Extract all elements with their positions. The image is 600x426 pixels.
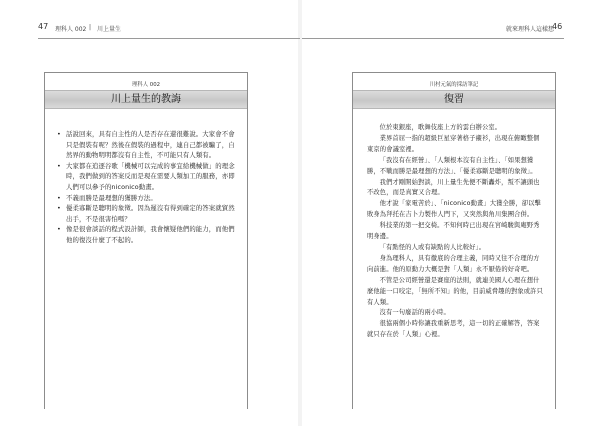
page-gutter <box>298 0 302 426</box>
note-paragraph: 身為理科人，具有徹底的合理主義，同時又往不合理的方向前進。他的原動力大概是對「人類」永不厭倦的好奇吧。 <box>367 254 540 273</box>
bullet-icon: • <box>57 225 61 234</box>
note-paragraph: 他才說「家電苦於」、「niconico動畫」大獲全勝，卻以擊敗身為拜托在吉卜力製作人門下，又突然與角川集團合併。 <box>367 200 541 219</box>
bullet-icon: • <box>57 204 61 213</box>
note-paragraph: 科技業的第一把交椅。不知何時已出現在宮崎駿與庵野秀明身邊。 <box>367 222 540 241</box>
left-header-title: 理科人 002 <box>55 26 87 33</box>
right-page-number: 46 <box>552 22 563 31</box>
note-paragraph: 「我沒有在經營」、「人類根本沒有自主性」、「如果想獲勝，不戰而勝是最理想的方法」、「優柔寡斷是聰明的象徵」。 <box>367 156 537 175</box>
bullet-icon: • <box>57 130 61 138</box>
note-paragraph: 位於東銀座，歌舞伎座上方的雲白辦公室。 <box>379 124 502 131</box>
lesson-item: • 像是很會談話的程式設計師，我會懷疑他們的能力，而他們他的復沒什麼了不起的。 <box>57 225 235 244</box>
lessons-box-label: 理科人 002 <box>131 82 161 88</box>
notes-box-label: 川村元氣的採訪筆記 <box>429 82 479 88</box>
lesson-item: • 話說回來，具有自主性的人是否存在還很難說。大家會不會只是假裝有呢？然後在假裝的過程中，連自己都被騙了，自然界的動物明明都沒有自主性，不可能只有人類有。 <box>57 130 235 160</box>
note-paragraph: 業界首屈一指的超級巨星穿著格子襯衫，出現在俯瞰整個東京的會議室裡。 <box>367 134 540 153</box>
note-paragraph: 我們才剛開始對談，川上量生先便不斷轟炸，叛不讓頭也不改色，而是真實又合理。 <box>367 178 540 197</box>
note-paragraph: 「有點怪的人或有缺點的人比較好」。 <box>379 243 486 251</box>
lesson-item: • 大家都在追逐谷歌「機械可以完成的事宜給機械做」的理念時，我們做到的答案反而是現在需要人類加工的服務，亦即人們可以參予的niconico動畫。 <box>57 161 235 191</box>
bullet-icon: • <box>57 161 61 170</box>
lesson-item: • 不義而勝是最理想的獲勝方法。 <box>57 193 157 202</box>
note-paragraph: 不管是公司經營還是賽座的法則，就連美國人心理在想什麼他能一口咬定，「無所不知」的他，目前威脅趣的對象或許只有人類。 <box>367 276 543 306</box>
lesson-item: • 優柔寡斷是聰明的象徵。因為遲沒有得到確定的答案就貿然出手，不是很害怕嗎？ <box>57 204 235 223</box>
left-header-subtitle: 川上量生 <box>97 26 122 33</box>
right-header-rule <box>302 38 564 39</box>
left-page-number: 47 <box>38 22 49 31</box>
bullet-icon: • <box>57 193 61 202</box>
left-header-separator: | <box>89 24 92 31</box>
left-header-rule <box>38 38 300 39</box>
note-paragraph: 沒有一句廢話的兩小時。 <box>379 309 450 317</box>
lessons-list <box>57 129 237 246</box>
notes-title: 復習 <box>353 90 555 109</box>
notes-body <box>367 123 543 341</box>
note-paragraph: 很協兩個小時你讓我重新思考，這一切的正確解答，答案就只存在於「人類」心裡。 <box>367 320 540 339</box>
right-header-title: 就來理科人這樣想 <box>506 26 555 33</box>
notes-box <box>352 72 556 409</box>
lessons-title: 川上量生的教誨 <box>45 90 247 109</box>
lessons-box <box>44 72 248 409</box>
